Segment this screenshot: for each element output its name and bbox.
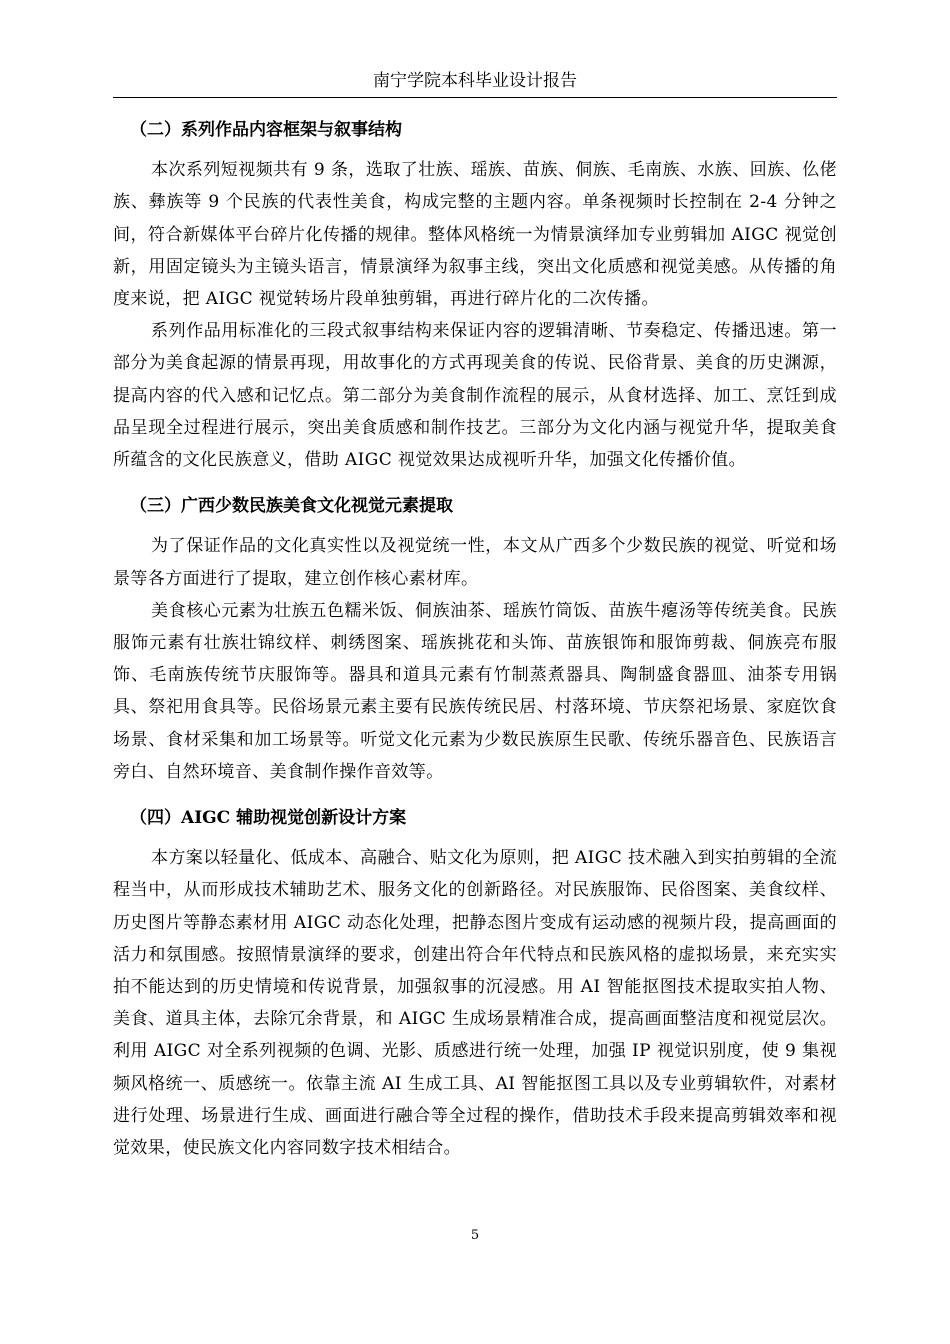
- paragraph: 美食核心元素为壮族五色糯米饭、侗族油茶、瑶族竹筒饭、苗族牛瘪汤等传统美食。民族服饰元素有壮族壮锦纹样、刺绣图案、瑶族挑花和头饰、苗族银饰和服饰剪裁、侗族亮布服饰、毛南族传统节庆服饰等。器具和道具元素有竹制蒸煮器具、陶制盛食器皿、油茶专用锅具、祭祀用食具等。民俗场景元素主要有民族传统民居、村落环境、节庆祭祀场景、家庭饮食场景、食材采集和加工场景等。听觉文化元素为少数民族原生民歌、传统乐器音色、民族语言旁白、自然环境音、美食制作操作音效等。: [113, 600, 837, 782]
- paragraph: 本次系列短视频共有 9 条，选取了壮族、瑶族、苗族、侗族、毛南族、水族、回族、仫佬族、彝族等 9 个民族的代表性美食，构成完整的主题内容。单条视频时长控制在 2-4 分钟之间，符合新媒体平台碎片化传播的规律。整体风格统一为情景演绎加专业剪辑加 AIGC 视觉创新，用固定镜头为主镜头语言，情景演绎为叙事主线，突出文化质感和视觉美感。从传播的角度来说，把 AIGC 视觉转场片段单独剪辑，再进行碎片化的二次传播。: [113, 160, 837, 310]
- document-body: [113, 114, 837, 1178]
- section-heading: （四）AIGC 辅助视觉创新设计方案: [130, 808, 407, 829]
- section-visual-elements: [113, 490, 837, 788]
- header-divider: [113, 97, 837, 98]
- paragraph: 为了保证作品的文化真实性以及视觉统一性，本文从广西多个少数民族的视觉、听觉和场景等各方面进行了提取，建立创作核心素材库。: [113, 536, 837, 589]
- paragraph: 本方案以轻量化、低成本、高融合、贴文化为原则，把 AIGC 技术融入到实拍剪辑的全流程当中，从而形成技术辅助艺术、服务文化的创新路径。对民族服饰、民俗图案、美食纹样、历史图片等静态素材用 AIGC 动态化处理，把静态图片变成有运动感的视频片段，提高画面的活力和氛围感。按照情景演绎的要求，创建出符合年代特点和民族风格的虚拟场景，来充实实拍不能达到的历史情境和传说背景，加强叙事的沉浸感。用 AI 智能抠图技术提取实拍人物、美食、道具主体，去除冗余背景，和 AIGC 生成场景精准合成，提高画面整洁度和视觉层次。利用 AIGC 对全系列视频的色调、光影、质感进行统一处理，加强 IP 视觉识别度，使 9 集视频风格统一、质感统一。依靠主流 AI 生成工具、AI 智能抠图工具以及专业剪辑软件，对素材进行处理、场景进行生成、画面进行融合等全过程的操作，借助技术手段来提高剪辑效率和视觉效果，使民族文化内容同数字技术相结合。: [113, 848, 837, 1159]
- page-number: 5: [470, 1228, 480, 1243]
- section-aigc-design: [113, 802, 837, 1164]
- section-content-framework: [113, 114, 837, 476]
- section-heading: （三）广西少数民族美食文化视觉元素提取: [130, 496, 453, 517]
- page-header: 南宁学院本科毕业设计报告: [373, 71, 577, 91]
- paragraph: 系列作品用标准化的三段式叙事结构来保证内容的逻辑清晰、节奏稳定、传播迅速。第一部分为美食起源的情景再现，用故事化的方式再现美食的传说、民俗背景、美食的历史渊源，提高内容的代入感和记忆点。第二部分为美食制作流程的展示，从食材选择、加工、烹饪到成品呈现全过程进行展示，突出美食质感和制作技艺。三部分为文化内涵与视觉升华，提取美食所蕴含的文化民族意义，借助 AIGC 视觉效果达成视听升华，加强文化传播价值。: [113, 321, 837, 471]
- section-heading: （二）系列作品内容框架与叙事结构: [130, 120, 402, 140]
